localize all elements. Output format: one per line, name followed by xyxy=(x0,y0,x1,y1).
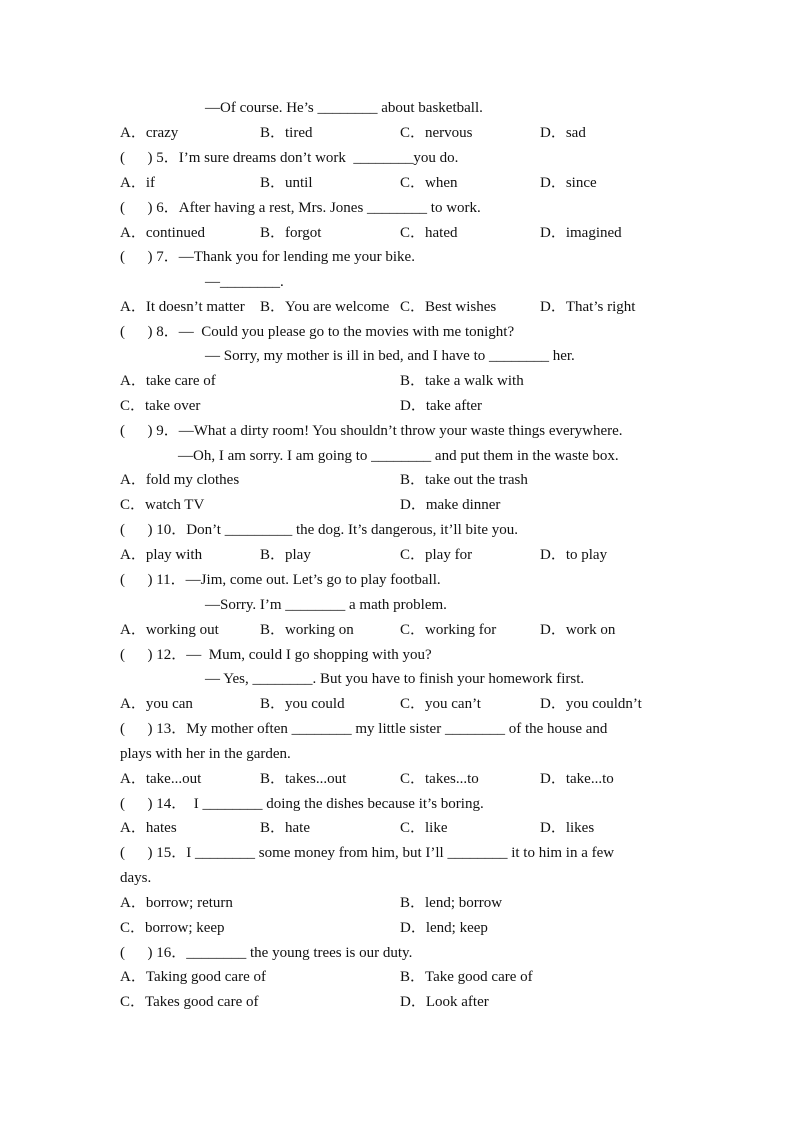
q9-option-b: B．take out the trash xyxy=(400,472,528,488)
q8-option-d: D．take after xyxy=(400,398,483,414)
q8-question: ( ) 8．— Could you please go to the movies with me tonight? xyxy=(120,324,515,340)
q9-option-c: C．watch TV xyxy=(120,497,205,513)
q5-question: ( ) 5．I’m sure dreams don’t work ________you do. xyxy=(120,150,459,166)
q6-option-b: B．forgot xyxy=(260,225,322,241)
q5-option-b: B．until xyxy=(260,175,313,191)
q15-option-c: C．borrow; keep xyxy=(120,920,225,936)
q10-option-d: D．to play xyxy=(540,547,608,563)
q8-option-a: A．take care of xyxy=(120,373,216,389)
q7-option-b: B．You are welcome xyxy=(260,299,390,315)
q16-question: ( ) 16．________ the young trees is our duty. xyxy=(120,945,413,961)
q10-option-c: C．play for xyxy=(400,547,473,563)
q10-option-a: A．play with xyxy=(120,547,203,563)
q10-option-b: B．play xyxy=(260,547,311,563)
q10-question: ( ) 10．Don’t _________ the dog. It’s dangerous, it’ll bite you. xyxy=(120,522,519,538)
q6-option-d: D．imagined xyxy=(540,225,622,241)
q16-option-c: C．Takes good care of xyxy=(120,994,259,1010)
q12-option-b: B．you could xyxy=(260,696,345,712)
q9-answer-line: —Oh, I am sorry. I am going to ________ and put them in the waste box. xyxy=(178,448,619,464)
q12-answer-line: — Yes, ________. But you have to finish your homework first. xyxy=(205,671,585,687)
q5-option-a: A．if xyxy=(120,175,155,191)
q15-question: ( ) 15．I ________ some money from him, but I’ll ________ it to him in a few xyxy=(120,845,615,861)
q11-option-a: A．working out xyxy=(120,622,219,638)
q4-option-b: B．tired xyxy=(260,125,313,141)
q7-answer-line: —________. xyxy=(205,274,284,290)
q5-option-d: D．since xyxy=(540,175,597,191)
q15-option-a: A．borrow; return xyxy=(120,895,233,911)
q15-question-continued: days. xyxy=(120,870,152,886)
q13-option-b: B．takes...out xyxy=(260,771,347,787)
q7-option-d: D．That’s right xyxy=(540,299,636,315)
q15-option-d: D．lend; keep xyxy=(400,920,488,936)
q13-option-a: A．take...out xyxy=(120,771,202,787)
q14-option-c: C．like xyxy=(400,820,448,836)
q16-option-b: B．Take good care of xyxy=(400,969,533,985)
q4-answer-line: —Of course. He’s ________ about basketball. xyxy=(205,100,483,116)
q7-option-c: C．Best wishes xyxy=(400,299,497,315)
q15-option-b: B．lend; borrow xyxy=(400,895,503,911)
q11-answer-line: —Sorry. I’m ________ a math problem. xyxy=(205,597,447,613)
q13-question: ( ) 13．My mother often ________ my little sister ________ of the house and xyxy=(120,721,608,737)
q12-option-d: D．you couldn’t xyxy=(540,696,642,712)
q11-option-b: B．working on xyxy=(260,622,354,638)
q8-answer-line: — Sorry, my mother is ill in bed, and I have to ________ her. xyxy=(205,348,575,364)
q11-question: ( ) 11．—Jim, come out. Let’s go to play football. xyxy=(120,572,441,588)
q8-option-c: C．take over xyxy=(120,398,201,414)
q6-question: ( ) 6．After having a rest, Mrs. Jones ________ to work. xyxy=(120,200,481,216)
q6-option-c: C．hated xyxy=(400,225,458,241)
q7-question: ( ) 7．—Thank you for lending me your bike. xyxy=(120,249,415,265)
q9-question: ( ) 9．—What a dirty room! You shouldn’t throw your waste things everywhere. xyxy=(120,423,623,439)
q4-option-a: A．crazy xyxy=(120,125,179,141)
q14-option-d: D．likes xyxy=(540,820,595,836)
q8-option-b: B．take a walk with xyxy=(400,373,524,389)
q12-option-c: C．you can’t xyxy=(400,696,481,712)
q13-question-continued: plays with her in the garden. xyxy=(120,746,291,762)
q9-option-a: A．fold my clothes xyxy=(120,472,240,488)
q14-question: ( ) 14． I ________ doing the dishes because it’s boring. xyxy=(120,796,484,812)
q4-option-d: D．sad xyxy=(540,125,586,141)
q11-option-d: D．work on xyxy=(540,622,616,638)
q4-option-c: C．nervous xyxy=(400,125,473,141)
q7-option-a: A．It doesn’t matter xyxy=(120,299,245,315)
q16-option-a: A．Taking good care of xyxy=(120,969,266,985)
q9-option-d: D．make dinner xyxy=(400,497,501,513)
q13-option-c: C．takes...to xyxy=(400,771,479,787)
q16-option-d: D．Look after xyxy=(400,994,489,1010)
q13-option-d: D．take...to xyxy=(540,771,614,787)
q11-option-c: C．working for xyxy=(400,622,497,638)
q12-option-a: A．you can xyxy=(120,696,193,712)
q6-option-a: A．continued xyxy=(120,225,205,241)
q14-option-a: A．hates xyxy=(120,820,177,836)
q12-question: ( ) 12．— Mum, could I go shopping with you? xyxy=(120,647,432,663)
q14-option-b: B．hate xyxy=(260,820,310,836)
q5-option-c: C．when xyxy=(400,175,458,191)
